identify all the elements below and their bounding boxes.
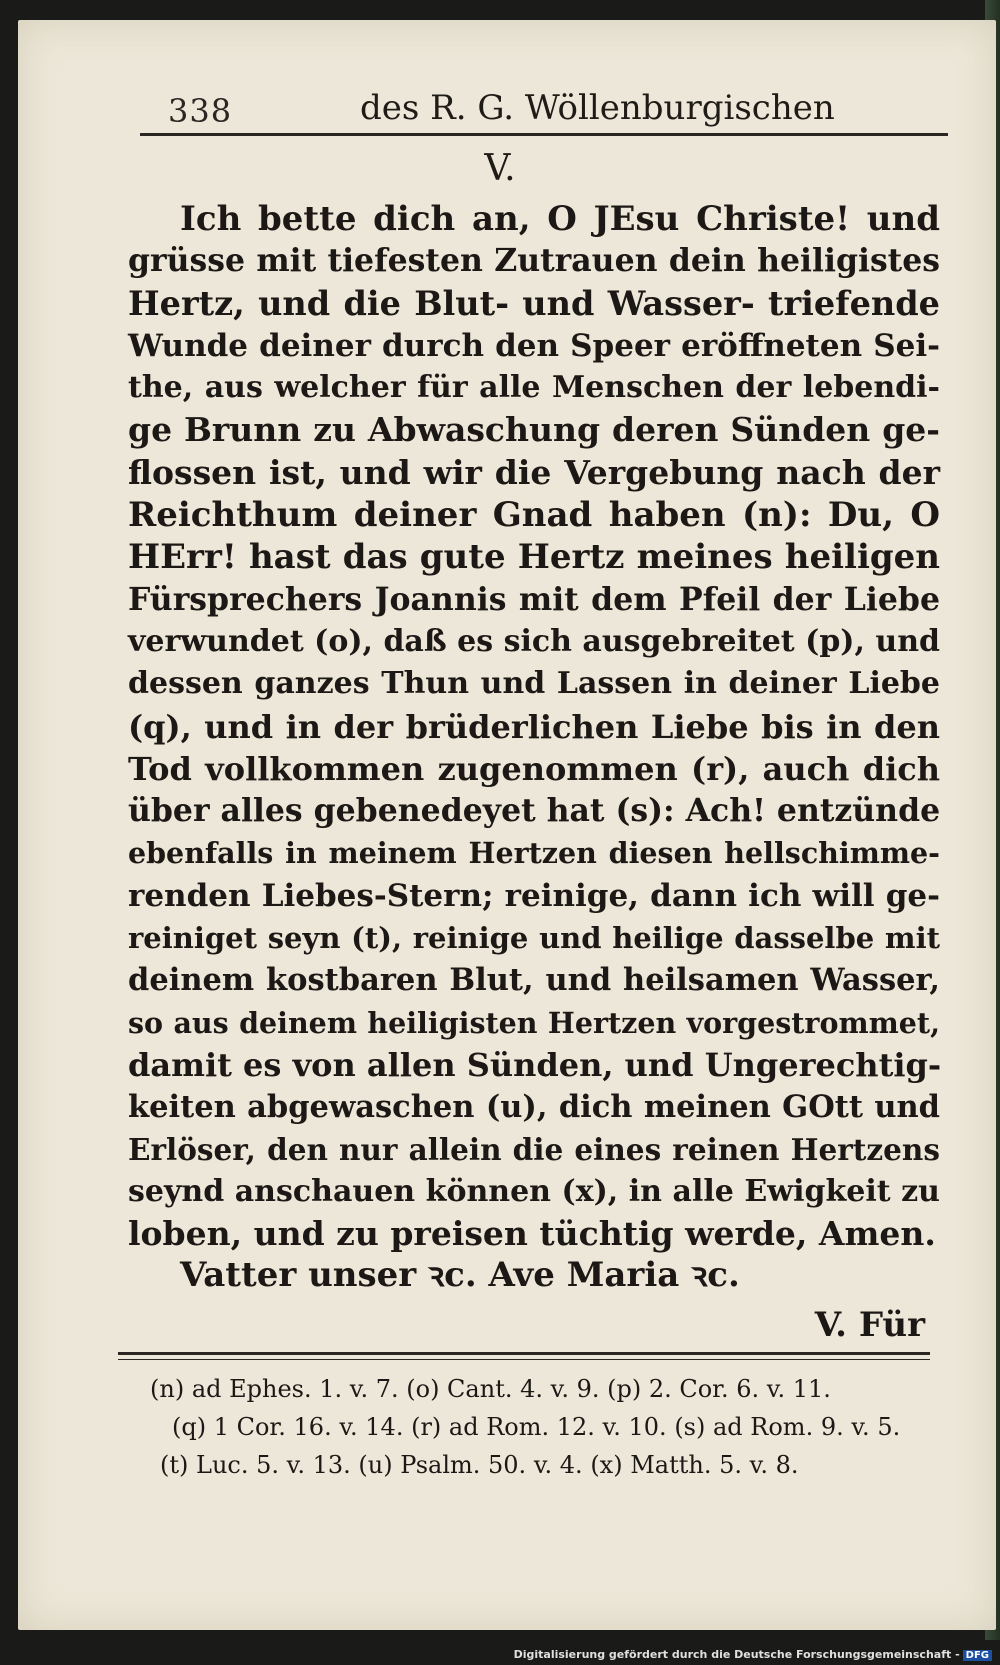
text-line: reiniget seyn (t), reinige und heilige dasselbe mit [128,921,940,956]
footnote-rule-thin [118,1359,930,1360]
text-line: renden Liebes-Stern; reinige, dann ich will ge- [128,877,940,914]
text-line: Wunde deiner durch den Speer eröffneten Sei- [128,327,940,364]
text-line: über alles gebenedeyet hat (s): Ach! entzünde [128,792,941,830]
text-line: deinem kostbaren Blut, und heilsamen Wasser, [128,962,940,999]
text-line: Hertz, und die Blut- und Wasser- triefende [128,283,940,323]
text-line: ge Brunn zu Abwaschung deren Sünden ge- [128,410,940,450]
prayer-text [128,198,940,1255]
text-line: dessen ganzes Thun und Lassen in deiner Liebe [128,666,940,702]
closing-prayer: Vatter unser ꝛc. Ave Maria ꝛc. [180,1255,740,1295]
text-line: Ich bette dich an, O JEsu Christe! und [180,199,940,239]
text-line: loben, und zu preisen tüchtig werde, Amen. [128,1214,936,1254]
text-line: HErr! hast das gute Hertz meines heiligen [128,537,940,578]
text-line: the, aus welcher für alle Menschen der lebendi- [128,370,940,406]
digitization-credit [514,1648,992,1661]
section-number: V. [484,148,516,189]
text-line: Tod vollkommen zugenommen (r), auch dich [128,749,940,788]
text-line: seynd anschauen können (x), in alle Ewigkeit zu [128,1173,940,1209]
text-line: (q), und in der brüderlichen Liebe bis in den [128,707,940,746]
footnotes [150,1370,932,1484]
text-line: verwundet (o), daß es sich ausgebreitet (p), und [128,623,940,659]
running-title: des R. G. Wöllenburgischen [360,88,835,128]
dfg-logo: DFG [963,1650,992,1661]
text-line: keiten abgewaschen (u), dich meinen GOtt und [128,1089,940,1126]
page-number: 338 [168,92,233,130]
text-line: Fürsprechers Joannis mit dem Pfeil der Liebe [128,580,940,618]
text-line: ebenfalls in meinem Hertzen diesen hellschimme- [128,836,940,871]
footnote-rule [118,1352,930,1355]
footnote-line: (q) 1 Cor. 16. v. 14. (r) ad Rom. 12. v. 10. (s) ad Rom. 9. v. 5. [172,1413,901,1441]
text-line: Reichthum deiner Gnad haben (n): Du, O [128,495,940,536]
catchword: V. Für [814,1305,925,1345]
footnote-line: (t) Luc. 5. v. 13. (u) Psalm. 50. v. 4. (x) Matth. 5. v. 8. [160,1451,799,1479]
text-line: damit es von allen Sünden, und Ungerechtig- [128,1045,942,1084]
text-line: Erlöser, den nur allein die eines reinen Hertzens [128,1131,940,1167]
credit-text: Digitalisierung gefördert durch die Deutsche Forschungsgemeinschaft - [513,1648,960,1661]
footnote-line: (n) ad Ephes. 1. v. 7. (o) Cant. 4. v. 9. (p) 2. Cor. 6. v. 11. [150,1375,831,1403]
text-line: so aus deinem heiligisten Hertzen vorgestrommet, [128,1005,940,1040]
header-rule [140,133,948,136]
text-line: grüsse mit tiefesten Zutrauen dein heiligistes [128,242,940,280]
text-line: flossen ist, und wir die Vergebung nach der [128,452,940,492]
